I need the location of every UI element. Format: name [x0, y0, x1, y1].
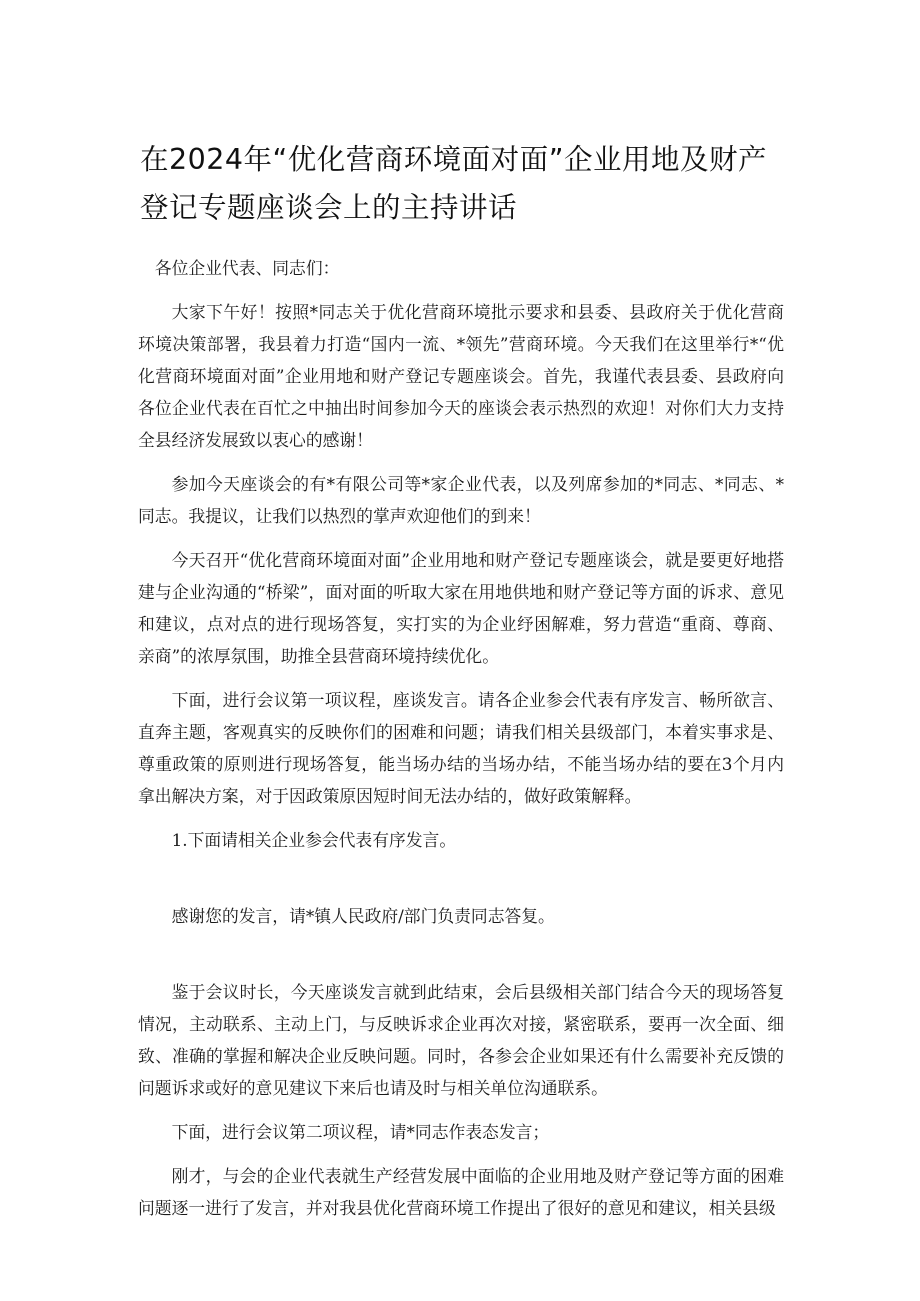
- paragraph-speaker-call: 1.下面请相关企业参会代表有序发言。: [171, 830, 457, 850]
- document-body: [138, 252, 784, 1236]
- paragraph-agenda-2: 下面，进行会议第二项议程，请*同志作表态发言；: [171, 1122, 550, 1142]
- document-title: [140, 136, 800, 232]
- paragraph-purpose: 今天召开“优化营商环境面对面”企业用地和财产登记专题座谈会，就是要更好地搭建与企业沟通的“桥梁”，面对面的听取大家在用地供地和财产登记等方面的诉求、意见和建议，点对点的进行现场答复，实打实的为企业纾困解难，努力营造“重商、尊商、亲商”的浓厚氛围，助推全县营商环境持续优化。: [138, 550, 784, 666]
- salutation: 各位企业代表、同志们：: [154, 258, 340, 278]
- title-line-1: 在2024年“优化营商环境面对面”企业用地及财产: [140, 143, 768, 176]
- paragraph-attendees: 参加今天座谈会的有*有限公司等*家企业代表，以及列席参加的*同志、*同志、*同志。我提议，让我们以热烈的掌声欢迎他们的到来！: [138, 474, 784, 526]
- paragraph-thanks: 感谢您的发言，请*镇人民政府/部门负责同志答复。: [171, 906, 555, 926]
- paragraph-agenda-1: 下面，进行会议第一项议程，座谈发言。请各企业参会代表有序发言、畅所欲言、直奔主题，客观真实的反映你们的困难和问题；请我们相关县级部门，本着实事求是、尊重政策的原则进行现场答复，能当场办结的当场办结，不能当场办结的要在3个月内拿出解决方案，对于因政策原因短时间无法办结的，做好政策解释。: [138, 690, 784, 806]
- title-line-2: 登记专题座谈会上的主持讲话: [140, 191, 518, 224]
- paragraph-summary: 刚才，与会的企业代表就生产经营发展中面临的企业用地及财产登记等方面的困难问题逐一进行了发言，并对我县优化营商环境工作提出了很好的意见和建议，相关县级: [138, 1166, 784, 1218]
- paragraph-greeting: 大家下午好！按照*同志关于优化营商环境批示要求和县委、县政府关于优化营商环境决策部署，我县着力打造“国内一流、*领先”营商环境。今天我们在这里举行*“优化营商环境面对面”企业用地和财产登记专题座谈会。首先，我谨代表县委、县政府向各位企业代表在百忙之中抽出时间参加今天的座谈会表示热烈的欢迎！对你们大力支持全县经济发展致以衷心的感谢！: [138, 302, 784, 450]
- paragraph-closing-remarks: 鉴于会议时长，今天座谈发言就到此结束，会后县级相关部门结合今天的现场答复情况，主动联系、主动上门，与反映诉求企业再次对接，紧密联系，要再一次全面、细致、准确的掌握和解决企业反映问题。同时，各参会企业如果还有什么需要补充反馈的问题诉求或好的意见建议下来后也请及时与相关单位沟通联系。: [138, 982, 784, 1098]
